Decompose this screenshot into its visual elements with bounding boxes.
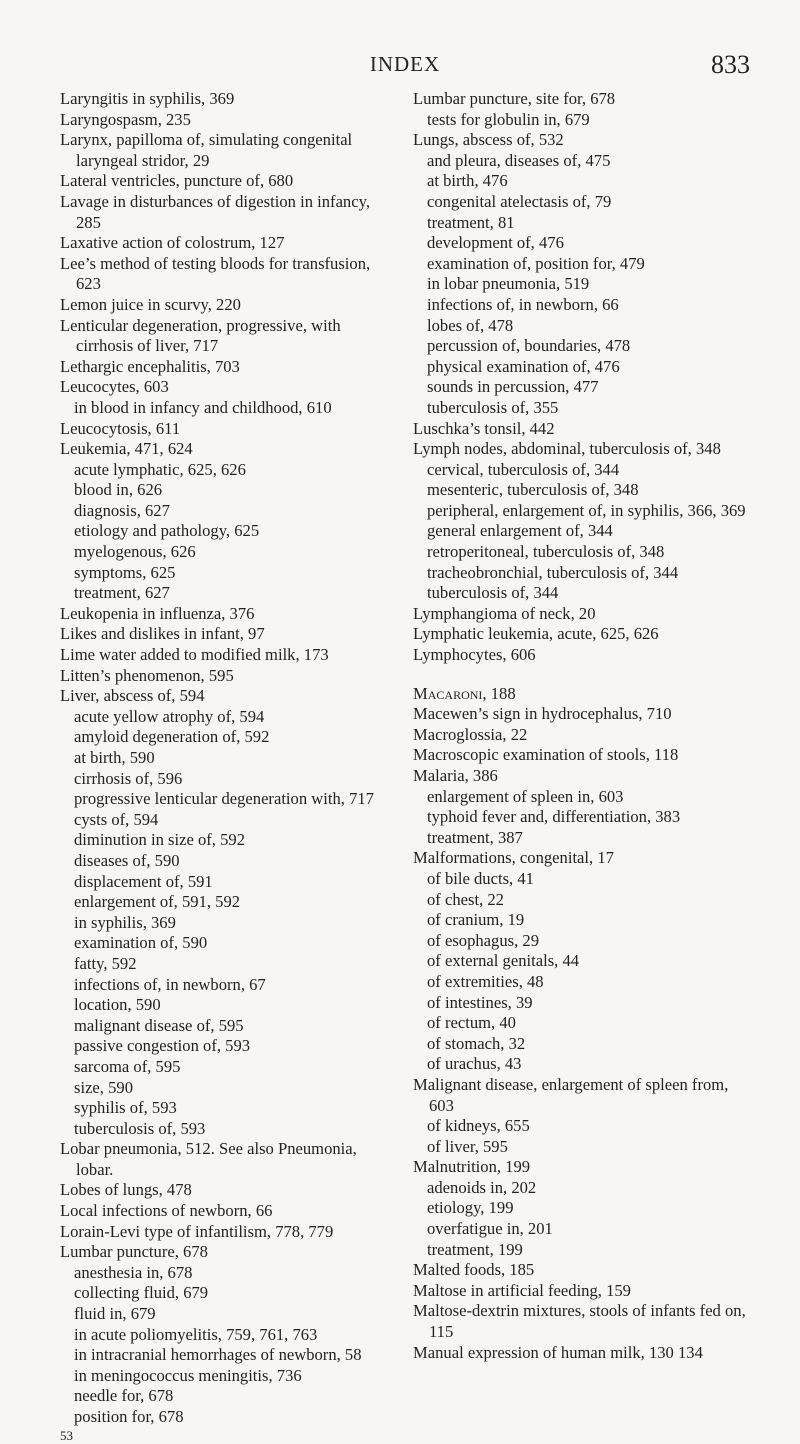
- index-entry: Lavage in disturbances of digestion in infancy, 285: [60, 191, 370, 232]
- index-entry: Laryngospasm, 235: [60, 109, 191, 129]
- index-subentry: collecting fluid, 679: [74, 1283, 209, 1303]
- index-entry: Maltose in artificial feeding, 159: [413, 1280, 631, 1300]
- index-column-left: [60, 89, 390, 1444]
- index-subentry: acute yellow atrophy of, 594: [74, 706, 265, 726]
- index-subentry: fluid in, 679: [74, 1304, 156, 1324]
- index-subentry: treatment, 199: [427, 1239, 523, 1259]
- running-head: [60, 50, 750, 80]
- index-entry: Local infections of newborn, 66: [60, 1201, 273, 1221]
- index-subentry: overfatigue in, 201: [427, 1219, 553, 1239]
- index-entry: Malnutrition, 199: [413, 1157, 531, 1177]
- index-subentry: in lobar pneumonia, 519: [427, 274, 590, 294]
- index-entry: Malaria, 386: [413, 766, 498, 785]
- index-subentry: tracheobronchial, tuberculosis of, 344: [427, 562, 679, 582]
- index-subentry: syphilis of, 593: [74, 1098, 177, 1118]
- index-entry: Lenticular degeneration, progressive, with cirrhosis of liver, 717: [60, 315, 341, 356]
- index-subentry: of stomach, 32: [427, 1033, 526, 1053]
- index-subentry: sounds in percussion, 477: [427, 377, 599, 397]
- index-entry: Lorain-Levi type of infantilism, 778, 779: [60, 1221, 334, 1241]
- index-entry: Lumbar puncture, 678: [60, 1242, 208, 1262]
- index-subentry: location, 590: [74, 995, 161, 1015]
- index-subentry: in syphilis, 369: [74, 912, 176, 932]
- index-entry: Leucocytosis, 611: [60, 418, 181, 438]
- index-entry: Liver, abscess of, 594: [60, 686, 205, 706]
- index-subentry: examination of, 590: [74, 933, 208, 953]
- index-entry: Lymph nodes, abdominal, tuberculosis of, 348: [413, 439, 721, 459]
- index-subentry: etiology, 199: [427, 1198, 514, 1218]
- index-subentry: malignant disease of, 595: [74, 1015, 244, 1035]
- index-subentry: fatty, 592: [74, 953, 137, 973]
- index-subentry: symptoms, 625: [74, 562, 176, 582]
- index-subentry: peripheral, enlargement of, in syphilis, 366, 369: [427, 500, 746, 520]
- index-subentry: of cranium, 19: [427, 910, 525, 930]
- index-subentry: examination of, position for, 479: [427, 253, 645, 273]
- index-entry: Lemon juice in scurvy, 220: [60, 294, 241, 314]
- index-subentry: mesenteric, tuberculosis of, 348: [427, 480, 639, 500]
- index-subentry: blood in, 626: [74, 480, 163, 500]
- index-entry: Lymphatic leukemia, acute, 625, 626: [413, 624, 659, 644]
- index-subentry: of external genitals, 44: [427, 951, 580, 971]
- index-subentry: of kidneys, 655: [427, 1116, 530, 1136]
- index-entry: Laryngitis in syphilis, 369: [60, 89, 235, 108]
- index-subentry: adenoids in, 202: [427, 1177, 537, 1197]
- index-entry: Lumbar puncture, site for, 678: [413, 89, 616, 108]
- index-subentry: amyloid degeneration of, 592: [74, 727, 270, 747]
- index-subentry: in acute poliomyelitis, 759, 761, 763: [74, 1324, 318, 1344]
- index-entry: Lethargic encephalitis, 703: [60, 356, 240, 376]
- index-entry: Macroscopic examination of stools, 118: [413, 745, 679, 765]
- index-subentry: tuberculosis of, 355: [427, 397, 559, 417]
- index-entry: Litten’s phenomenon, 595: [60, 665, 234, 685]
- index-subentry: in meningococcus meningitis, 736: [74, 1365, 302, 1385]
- index-subentry: in blood in infancy and childhood, 610: [74, 397, 332, 417]
- index-entry: Lymphocytes, 606: [413, 645, 536, 665]
- index-subentry: of intestines, 39: [427, 992, 533, 1012]
- index-subentry: myelogenous, 626: [74, 542, 196, 562]
- index-subentry: tests for globulin in, 679: [427, 109, 590, 129]
- index-subentry: treatment, 81: [427, 212, 515, 232]
- index-subentry: congenital atelectasis of, 79: [427, 191, 612, 211]
- index-subentry: of extremities, 48: [427, 971, 544, 991]
- page-number: 833: [711, 50, 750, 79]
- index-entry: Maltose-dextrin mixtures, stools of infants fed on, 115: [413, 1301, 746, 1342]
- index-entry: Malted foods, 185: [413, 1260, 535, 1280]
- index-subentry: anesthesia in, 678: [74, 1262, 193, 1282]
- index-subentry: in intracranial hemorrhages of newborn, 58: [74, 1345, 362, 1365]
- index-subentry: etiology and pathology, 625: [74, 521, 260, 541]
- index-entry: Lobes of lungs, 478: [60, 1180, 192, 1200]
- index-subentry: diminution in size of, 592: [74, 830, 245, 850]
- index-subentry: of chest, 22: [427, 889, 504, 909]
- index-entry: Leukemia, 471, 624: [60, 439, 193, 459]
- index-subentry: of bile ducts, 41: [427, 868, 534, 888]
- index-entry: Lime water added to modified milk, 173: [60, 645, 329, 665]
- index-subentry: acute lymphatic, 625, 626: [74, 459, 246, 479]
- index-subentry: at birth, 590: [74, 748, 155, 767]
- index-entry: Manual expression of human milk, 130 134: [413, 1342, 703, 1362]
- index-subentry: development of, 476: [427, 233, 564, 253]
- index-subentry: percussion of, boundaries, 478: [427, 336, 631, 356]
- index-subentry: retroperitoneal, tuberculosis of, 348: [427, 542, 665, 562]
- index-subentry: tuberculosis of, 344: [427, 583, 559, 603]
- index-subentry: cervical, tuberculosis of, 344: [427, 459, 620, 479]
- index-entry: Leukopenia in influenza, 376: [60, 603, 255, 623]
- index-subentry: physical examination of, 476: [427, 356, 620, 376]
- index-subentry: cirrhosis of, 596: [74, 768, 183, 788]
- index-subentry: position for, 678: [74, 1407, 184, 1426]
- index-subentry: typhoid fever and, differentiation, 383: [427, 807, 681, 827]
- index-subentry: and pleura, diseases of, 475: [427, 150, 611, 170]
- index-entry: Macaroni, 188: [413, 683, 516, 703]
- index-subentry: enlargement of, 591, 592: [74, 892, 241, 912]
- index-entry: Larynx, papilloma of, simulating congenital laryngeal stridor, 29: [60, 130, 353, 170]
- index-subentry: treatment, 387: [427, 827, 523, 847]
- index-subentry: progressive lenticular degeneration with, 717: [74, 789, 374, 809]
- index-subentry: of esophagus, 29: [427, 930, 539, 950]
- index-subentry: size, 590: [74, 1077, 133, 1097]
- index-subentry: general enlargement of, 344: [427, 521, 613, 541]
- index-entry: Lymphangioma of neck, 20: [413, 603, 596, 623]
- index-subentry: infections of, in newborn, 67: [74, 974, 266, 994]
- index-subentry: infections of, in newborn, 66: [427, 294, 619, 314]
- index-entry: Lateral ventricles, puncture of, 680: [60, 171, 294, 191]
- index-subentry: of urachus, 43: [427, 1054, 522, 1074]
- index-subentry: diseases of, 590: [74, 850, 180, 870]
- index-subentry: at birth, 476: [427, 171, 508, 191]
- index-entry: Lobar pneumonia, 512. See also Pneumonia, lobar.: [60, 1139, 357, 1179]
- index-subentry: of rectum, 40: [427, 1013, 516, 1033]
- index-entry: Likes and dislikes in infant, 97: [60, 624, 265, 644]
- index-entry: Lungs, abscess of, 532: [413, 130, 564, 150]
- running-head-title: INDEX: [369, 52, 441, 76]
- index-entry: Macroglossia, 22: [413, 724, 528, 744]
- index-subentry: displacement of, 591: [74, 871, 213, 891]
- index-entry: Lee’s method of testing bloods for transfusion, 623: [60, 253, 371, 294]
- index-entry: Malformations, congenital, 17: [413, 848, 614, 868]
- index-entry: Laxative action of colostrum, 127: [60, 233, 285, 253]
- index-subentry: lobes of, 478: [427, 315, 514, 335]
- index-subentry: cysts of, 594: [74, 809, 159, 829]
- index-entry: Malignant disease, enlargement of spleen from, 603: [413, 1074, 729, 1115]
- printer-signature: 53: [60, 1427, 73, 1443]
- index-subentry: enlargement of spleen in, 603: [427, 786, 624, 806]
- index-subentry: treatment, 627: [74, 583, 170, 603]
- index-subentry: tuberculosis of, 593: [74, 1118, 206, 1138]
- index-column-right: [413, 89, 753, 1363]
- index-subentry: of liver, 595: [427, 1136, 508, 1156]
- index-subentry: passive congestion of, 593: [74, 1036, 251, 1056]
- index-entry: Macewen’s sign in hydrocephalus, 710: [413, 704, 672, 724]
- index-subentry: needle for, 678: [74, 1386, 174, 1406]
- index-entry: Leucocytes, 603: [60, 377, 169, 397]
- index-subentry: sarcoma of, 595: [74, 1056, 181, 1076]
- index-subentry: diagnosis, 627: [74, 500, 170, 520]
- index-entry: Luschka’s tonsil, 442: [413, 418, 555, 438]
